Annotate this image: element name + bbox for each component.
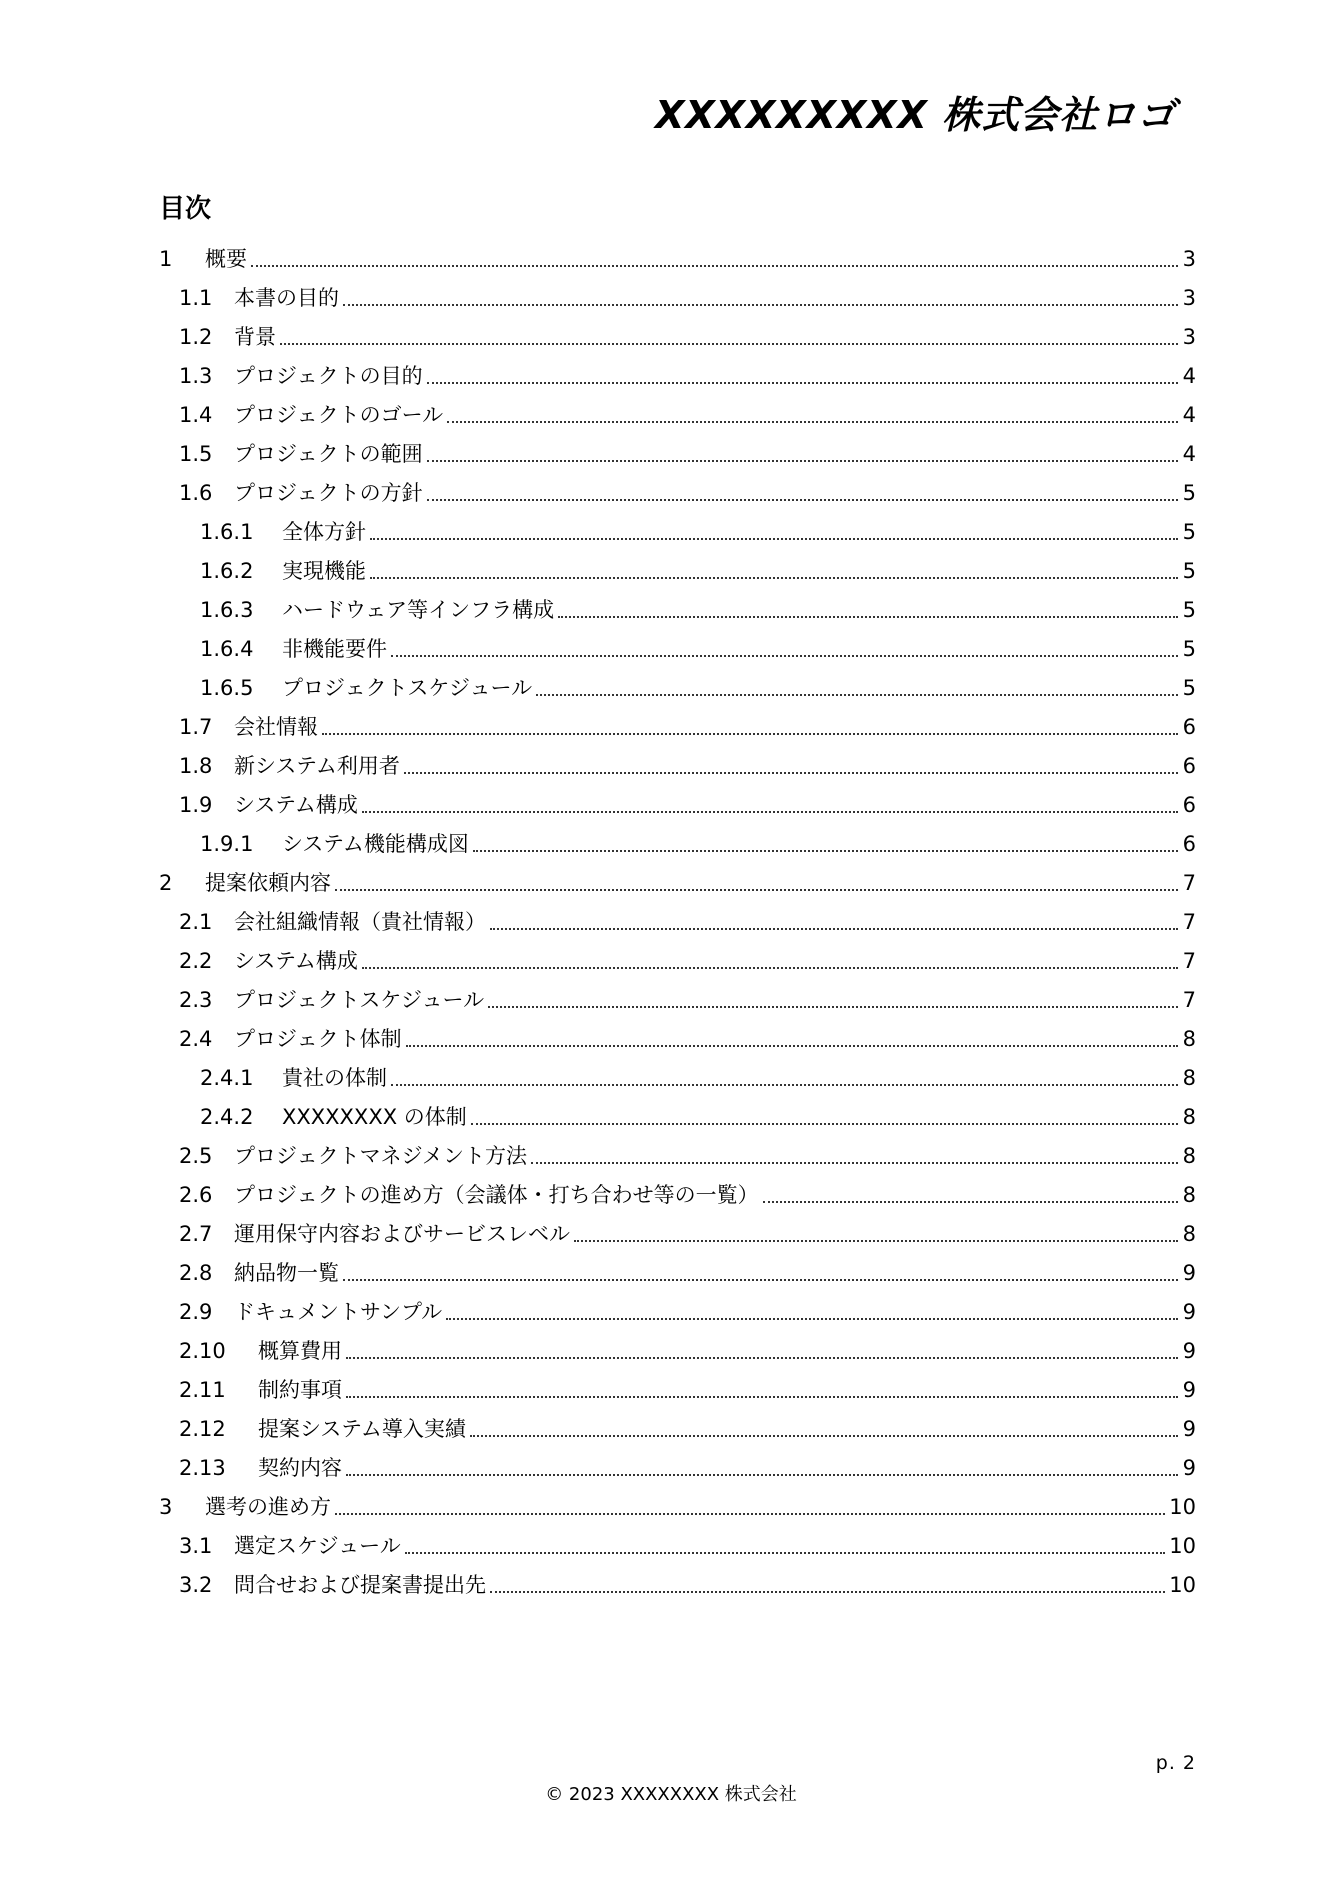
toc-entry-page: 6 xyxy=(1182,832,1196,856)
toc-dot-leader xyxy=(531,1161,1178,1164)
toc-entry[interactable] xyxy=(159,584,1196,623)
toc-entry-title: 提案依頼内容 xyxy=(205,871,331,895)
toc-dot-leader xyxy=(427,459,1178,462)
toc-entry-title: プロジェクトスケジュール xyxy=(282,676,533,700)
toc-entry-number: 2.3 xyxy=(179,988,213,1012)
toc-dot-leader xyxy=(322,732,1178,735)
toc-dot-leader xyxy=(362,966,1178,969)
toc-entry-page: 7 xyxy=(1182,949,1196,973)
toc-dot-leader xyxy=(473,849,1178,852)
toc-entry[interactable] xyxy=(159,740,1196,779)
toc-entry[interactable] xyxy=(159,1169,1196,1208)
toc-entry-title: 問合せおよび提案書提出先 xyxy=(234,1573,486,1597)
toc-entry-title: 選定スケジュール xyxy=(234,1534,401,1558)
toc-dot-leader xyxy=(404,771,1178,774)
toc-entry-title: 運用保守内容およびサービスレベル xyxy=(234,1222,570,1246)
toc-dot-leader xyxy=(447,420,1178,423)
copyright-notice: © 2023 XXXXXXXX 株式会社 xyxy=(545,1784,797,1805)
toc-entry[interactable] xyxy=(159,1481,1196,1520)
toc-entry-title: 概算費用 xyxy=(258,1339,342,1363)
toc-entry[interactable] xyxy=(159,896,1196,935)
toc-entry-page: 5 xyxy=(1182,481,1196,505)
toc-entry[interactable] xyxy=(159,1325,1196,1364)
toc-entry-page: 5 xyxy=(1182,637,1196,661)
toc-entry-number: 1.6.2 xyxy=(200,559,254,583)
toc-entry-page: 3 xyxy=(1182,247,1196,271)
toc-entry-page: 8 xyxy=(1182,1105,1196,1129)
toc-entry-page: 5 xyxy=(1182,520,1196,544)
toc-heading: 目次 xyxy=(159,194,212,224)
toc-entry[interactable] xyxy=(159,467,1196,506)
toc-entry-number: 1.6.5 xyxy=(200,676,254,700)
toc-dot-leader xyxy=(405,1551,1166,1554)
toc-entry[interactable] xyxy=(159,350,1196,389)
toc-entry-number: 2.5 xyxy=(179,1144,213,1168)
toc-entry-title: 提案システム導入実績 xyxy=(258,1417,466,1441)
toc-entry-number: 2.6 xyxy=(179,1183,213,1207)
toc-dot-leader xyxy=(490,1590,1165,1593)
toc-entry-title: 貴社の体制 xyxy=(282,1066,387,1090)
toc-entry-number: 2.7 xyxy=(179,1222,213,1246)
toc-entry-number: 1.9.1 xyxy=(200,832,254,856)
toc-entry-title: 制約事項 xyxy=(258,1378,342,1402)
toc-entry-title: プロジェクトマネジメント方法 xyxy=(234,1144,527,1168)
toc-entry-title: 選考の進め方 xyxy=(205,1495,331,1519)
toc-entry-title: プロジェクトスケジュール xyxy=(234,988,485,1012)
toc-entry-number: 2.11 xyxy=(179,1378,226,1402)
toc-dot-leader xyxy=(335,1512,1165,1515)
toc-entry[interactable] xyxy=(159,428,1196,467)
toc-dot-leader xyxy=(427,498,1178,501)
toc-entry-title: プロジェクト体制 xyxy=(234,1027,402,1051)
toc-dot-leader xyxy=(335,888,1178,891)
toc-entry-title: 実現機能 xyxy=(282,559,366,583)
toc-entry-number: 1.6.1 xyxy=(200,520,254,544)
toc-entry-number: 2.8 xyxy=(179,1261,213,1285)
toc-entry-title: プロジェクトのゴール xyxy=(234,403,444,427)
toc-entry-page: 8 xyxy=(1182,1066,1196,1090)
toc-entry-number: 2.10 xyxy=(179,1339,226,1363)
toc-entry[interactable] xyxy=(159,623,1196,662)
toc-entry-title: 会社組織情報（貴社情報） xyxy=(234,910,486,934)
toc-entry-number: 1.6 xyxy=(179,481,213,505)
toc-entry-page: 8 xyxy=(1182,1027,1196,1051)
toc-entry-number: 1.3 xyxy=(179,364,213,388)
toc-entry-page: 3 xyxy=(1182,325,1196,349)
toc-entry[interactable] xyxy=(159,506,1196,545)
toc-entry-page: 6 xyxy=(1182,793,1196,817)
toc-entry[interactable] xyxy=(159,1559,1196,1598)
toc-entry[interactable] xyxy=(159,1403,1196,1442)
toc-entry-number: 2.13 xyxy=(179,1456,226,1480)
toc-entry-page: 4 xyxy=(1182,442,1196,466)
toc-dot-leader xyxy=(346,1395,1178,1398)
toc-entry[interactable] xyxy=(159,545,1196,584)
table-of-contents xyxy=(159,233,1196,1598)
toc-dot-leader xyxy=(391,654,1178,657)
toc-entry-number: 2.2 xyxy=(179,949,213,973)
toc-entry-page: 5 xyxy=(1182,559,1196,583)
toc-entry-page: 3 xyxy=(1182,286,1196,310)
toc-dot-leader xyxy=(446,1317,1178,1320)
toc-dot-leader xyxy=(346,1473,1178,1476)
toc-entry-number: 2.9 xyxy=(179,1300,213,1324)
toc-entry[interactable] xyxy=(159,1013,1196,1052)
toc-dot-leader xyxy=(763,1200,1178,1203)
toc-entry-title: 会社情報 xyxy=(234,715,318,739)
toc-entry[interactable] xyxy=(159,1364,1196,1403)
toc-entry[interactable] xyxy=(159,1442,1196,1481)
toc-dot-leader xyxy=(370,576,1178,579)
toc-entry[interactable] xyxy=(159,389,1196,428)
toc-entry-number: 2.12 xyxy=(179,1417,226,1441)
toc-entry-number: 1.1 xyxy=(179,286,213,310)
toc-dot-leader xyxy=(346,1356,1178,1359)
toc-entry-number: 1.8 xyxy=(179,754,213,778)
toc-entry-title: プロジェクトの進め方（会議体・打ち合わせ等の一覧） xyxy=(234,1183,759,1207)
toc-entry-page: 9 xyxy=(1182,1339,1196,1363)
toc-entry-title: 全体方針 xyxy=(282,520,366,544)
toc-entry[interactable] xyxy=(159,1247,1196,1286)
toc-entry-page: 8 xyxy=(1182,1144,1196,1168)
toc-dot-leader xyxy=(427,381,1178,384)
toc-entry-title: システム構成 xyxy=(234,949,358,973)
toc-entry-number: 1.9 xyxy=(179,793,213,817)
toc-entry-page: 9 xyxy=(1182,1456,1196,1480)
toc-entry-page: 9 xyxy=(1182,1417,1196,1441)
toc-entry[interactable] xyxy=(159,818,1196,857)
toc-dot-leader xyxy=(470,1434,1178,1437)
toc-entry-title: 背景 xyxy=(234,325,276,349)
toc-entry-title: プロジェクトの範囲 xyxy=(234,442,423,466)
toc-dot-leader xyxy=(471,1122,1178,1125)
toc-entry-page: 10 xyxy=(1169,1573,1196,1597)
toc-dot-leader xyxy=(488,1005,1178,1008)
company-logo: XXXXXXXXX 株式会社ロゴ xyxy=(655,93,1176,137)
toc-entry[interactable] xyxy=(159,272,1196,311)
toc-entry-number: 2 xyxy=(159,871,173,895)
toc-entry-number: 2.4 xyxy=(179,1027,213,1051)
toc-entry-number: 1.5 xyxy=(179,442,213,466)
toc-entry[interactable] xyxy=(159,233,1196,272)
toc-entry-title: 新システム利用者 xyxy=(234,754,400,778)
toc-entry-number: 3.2 xyxy=(179,1573,213,1597)
toc-entry-page: 10 xyxy=(1169,1495,1196,1519)
toc-entry-page: 9 xyxy=(1182,1378,1196,1402)
toc-dot-leader xyxy=(370,537,1178,540)
toc-entry-title: ドキュメントサンプル xyxy=(234,1300,443,1324)
toc-entry-number: 2.4.2 xyxy=(200,1105,254,1129)
toc-entry-page: 10 xyxy=(1169,1534,1196,1558)
toc-entry[interactable] xyxy=(159,974,1196,1013)
toc-dot-leader xyxy=(490,927,1178,930)
toc-entry-title: 本書の目的 xyxy=(234,286,339,310)
toc-entry[interactable] xyxy=(159,1208,1196,1247)
toc-entry-page: 4 xyxy=(1182,364,1196,388)
toc-entry-number: 3.1 xyxy=(179,1534,213,1558)
toc-entry[interactable] xyxy=(159,935,1196,974)
toc-entry-title: XXXXXXXX の体制 xyxy=(282,1105,467,1129)
toc-entry-number: 1.2 xyxy=(179,325,213,349)
toc-dot-leader xyxy=(343,303,1178,306)
toc-entry-page: 6 xyxy=(1182,715,1196,739)
toc-entry-title: 概要 xyxy=(205,247,247,271)
toc-entry-title: プロジェクトの目的 xyxy=(234,364,423,388)
toc-entry-title: プロジェクトの方針 xyxy=(234,481,423,505)
toc-entry-page: 7 xyxy=(1182,910,1196,934)
toc-entry-page: 4 xyxy=(1182,403,1196,427)
toc-entry-number: 1.4 xyxy=(179,403,213,427)
toc-entry-title: 契約内容 xyxy=(258,1456,342,1480)
toc-entry-page: 7 xyxy=(1182,988,1196,1012)
toc-entry-number: 1.7 xyxy=(179,715,213,739)
toc-entry[interactable] xyxy=(159,779,1196,818)
toc-dot-leader xyxy=(280,342,1178,345)
toc-dot-leader xyxy=(251,264,1178,267)
toc-dot-leader xyxy=(391,1083,1178,1086)
toc-entry-page: 9 xyxy=(1182,1261,1196,1285)
toc-entry[interactable] xyxy=(159,1052,1196,1091)
toc-entry-title: ハードウェア等インフラ構成 xyxy=(282,598,555,622)
toc-entry-page: 7 xyxy=(1182,871,1196,895)
toc-entry-number: 1.6.4 xyxy=(200,637,254,661)
toc-entry-number: 1.6.3 xyxy=(200,598,254,622)
toc-entry-number: 3 xyxy=(159,1495,173,1519)
toc-entry-page: 6 xyxy=(1182,754,1196,778)
page-number: p. 2 xyxy=(1155,1752,1196,1774)
toc-entry[interactable] xyxy=(159,857,1196,896)
toc-entry-title: システム構成 xyxy=(234,793,358,817)
toc-dot-leader xyxy=(574,1239,1178,1242)
toc-entry-title: システム機能構成図 xyxy=(282,832,469,856)
toc-entry-number: 1 xyxy=(159,247,173,271)
toc-entry-page: 5 xyxy=(1182,676,1196,700)
toc-entry-title: 納品物一覧 xyxy=(234,1261,339,1285)
toc-dot-leader xyxy=(362,810,1178,813)
toc-entry[interactable] xyxy=(159,1091,1196,1130)
toc-entry-page: 8 xyxy=(1182,1183,1196,1207)
toc-dot-leader xyxy=(558,615,1178,618)
toc-entry-title: 非機能要件 xyxy=(282,637,387,661)
toc-entry[interactable] xyxy=(159,311,1196,350)
toc-dot-leader xyxy=(536,693,1178,696)
toc-entry[interactable] xyxy=(159,662,1196,701)
toc-entry-number: 2.4.1 xyxy=(200,1066,254,1090)
toc-dot-leader xyxy=(406,1044,1178,1047)
toc-entry[interactable] xyxy=(159,1520,1196,1559)
toc-entry-number: 2.1 xyxy=(179,910,213,934)
toc-entry-page: 5 xyxy=(1182,598,1196,622)
toc-entry[interactable] xyxy=(159,1286,1196,1325)
toc-dot-leader xyxy=(343,1278,1178,1281)
toc-entry[interactable] xyxy=(159,701,1196,740)
toc-entry-page: 8 xyxy=(1182,1222,1196,1246)
toc-entry-page: 9 xyxy=(1182,1300,1196,1324)
toc-entry[interactable] xyxy=(159,1130,1196,1169)
